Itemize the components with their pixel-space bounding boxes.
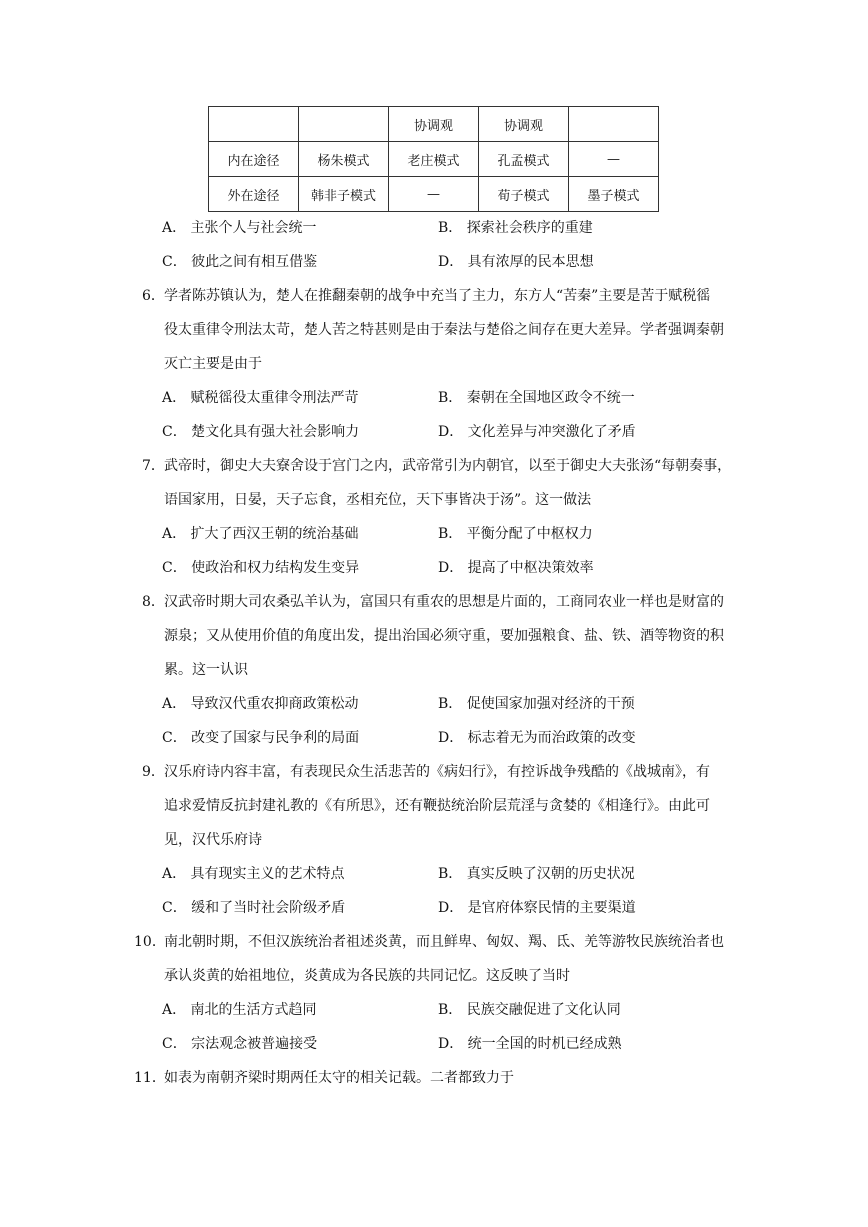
q9-option-a: A． 具有现实主义的艺术特点 — [162, 866, 345, 882]
table-cell — [299, 107, 389, 142]
q10-option-c: C． 宗法观念被普遍接受 — [162, 1036, 318, 1052]
q10-stem-line: 南北朝时期，不但汉族统治者祖述炎黄，而且鲜卑、匈奴、羯、氐、羌等游牧民族统治者也 — [164, 934, 724, 950]
q10-option-d: D． 统一全国的时机已经成熟 — [438, 1036, 622, 1052]
table-cell: 内在途径 — [209, 142, 299, 177]
q6-option-d: D． 文化差异与冲突激化了矛盾 — [438, 424, 636, 440]
q9-stem-line: 汉乐府诗内容丰富，有表现民众生活悲苦的《病妇行》，有控诉战争残酷的《战城南》，有 — [164, 764, 710, 780]
q7-stem-line: 语国家用，日晏，天子忘食，丞相充位，天下事皆决于汤”。这一做法 — [164, 492, 592, 508]
q11-stem-line: 如表为南朝齐梁时期两任太守的相关记载。二者都致力于 — [164, 1070, 514, 1086]
q5-option-a: A． 主张个人与社会统一 — [162, 220, 317, 236]
table-cell: 老庄模式 — [389, 142, 479, 177]
table-row — [209, 142, 659, 177]
q8-stem-line: 源泉；又从使用价值的角度出发，提出治国必须守重，要加强粮食、盐、铁、酒等物资的积 — [164, 628, 724, 644]
q6-option-b: B． 秦朝在全国地区政令不统一 — [438, 390, 635, 406]
q8-stem-line: 汉武帝时期大司农桑弘羊认为，富国只有重农的思想是片面的，工商同农业一样也是财富的 — [164, 594, 724, 610]
table-cell: 荀子模式 — [479, 177, 569, 212]
q5-option-b: B． 探索社会秩序的重建 — [438, 220, 593, 236]
table-cell: 协调观 — [389, 107, 479, 142]
q6-stem-line: 役太重律令刑法太苛，楚人苦之特甚则是由于秦法与楚俗之间存在更大差异。学者强调秦朝 — [164, 322, 724, 338]
q9-option-d: D． 是官府体察民情的主要渠道 — [438, 900, 636, 916]
q8-option-b: B． 促使国家加强对经济的干预 — [438, 696, 635, 712]
q10-number: 10． — [134, 934, 166, 950]
q5-option-d: D． 具有浓厚的民本思想 — [438, 254, 594, 270]
q7-number: 7． — [142, 458, 165, 474]
thought-models-table — [208, 106, 659, 212]
q7-option-c: C． 使政治和权力结构发生变异 — [162, 560, 360, 576]
q9-number: 9． — [142, 764, 165, 780]
table-cell: 杨朱模式 — [299, 142, 389, 177]
q5-option-c: C． 彼此之间有相互借鉴 — [162, 254, 318, 270]
table-cell — [569, 107, 659, 142]
table-cell: 韩非子模式 — [299, 177, 389, 212]
q6-number: 6． — [142, 288, 165, 304]
q6-stem-line: 学者陈苏镇认为，楚人在推翻秦朝的战争中充当了主力，东方人“苦秦”主要是苦于赋税徭 — [164, 288, 711, 304]
q6-option-c: C． 楚文化具有强大社会影响力 — [162, 424, 360, 440]
table-cell: 墨子模式 — [569, 177, 659, 212]
table-row — [209, 107, 659, 142]
q6-stem-line: 灭亡主要是由于 — [164, 356, 262, 372]
q7-stem-line: 武帝时，御史大夫寮舍设于宫门之内，武帝常引为内朝官，以至于御史大夫张汤“每朝奏事， — [164, 458, 732, 474]
q6-option-a: A． 赋税徭役太重律令刑法严苛 — [162, 390, 359, 406]
q8-option-c: C． 改变了国家与民争利的局面 — [162, 730, 360, 746]
table-cell: — — [389, 177, 479, 212]
q9-stem-line: 追求爱情反抗封建礼教的《有所思》，还有鞭挞统治阶层荒淫与贪婪的《相逢行》。由此可 — [164, 798, 710, 814]
q9-stem-line: 见，汉代乐府诗 — [164, 832, 262, 848]
q8-stem-line: 累。这一认识 — [164, 662, 248, 678]
q7-option-b: B． 平衡分配了中枢权力 — [438, 526, 593, 542]
table-row — [209, 177, 659, 212]
q8-number: 8． — [142, 594, 165, 610]
q9-option-c: C． 缓和了当时社会阶级矛盾 — [162, 900, 346, 916]
q10-option-a: A． 南北的生活方式趋同 — [162, 1002, 317, 1018]
table-cell: 协调观 — [479, 107, 569, 142]
table-cell — [209, 107, 299, 142]
table-cell: 外在途径 — [209, 177, 299, 212]
q11-number: 11． — [134, 1070, 166, 1086]
q7-option-a: A． 扩大了西汉王朝的统治基础 — [162, 526, 359, 542]
q8-option-d: D． 标志着无为而治政策的改变 — [438, 730, 636, 746]
q7-option-d: D． 提高了中枢决策效率 — [438, 560, 594, 576]
q9-option-b: B． 真实反映了汉朝的历史状况 — [438, 866, 635, 882]
table-cell: 孔孟模式 — [479, 142, 569, 177]
table-cell: — — [569, 142, 659, 177]
q10-option-b: B． 民族交融促进了文化认同 — [438, 1002, 621, 1018]
q8-option-a: A． 导致汉代重农抑商政策松动 — [162, 696, 359, 712]
q10-stem-line: 承认炎黄的始祖地位，炎黄成为各民族的共同记忆。这反映了当时 — [164, 968, 570, 984]
